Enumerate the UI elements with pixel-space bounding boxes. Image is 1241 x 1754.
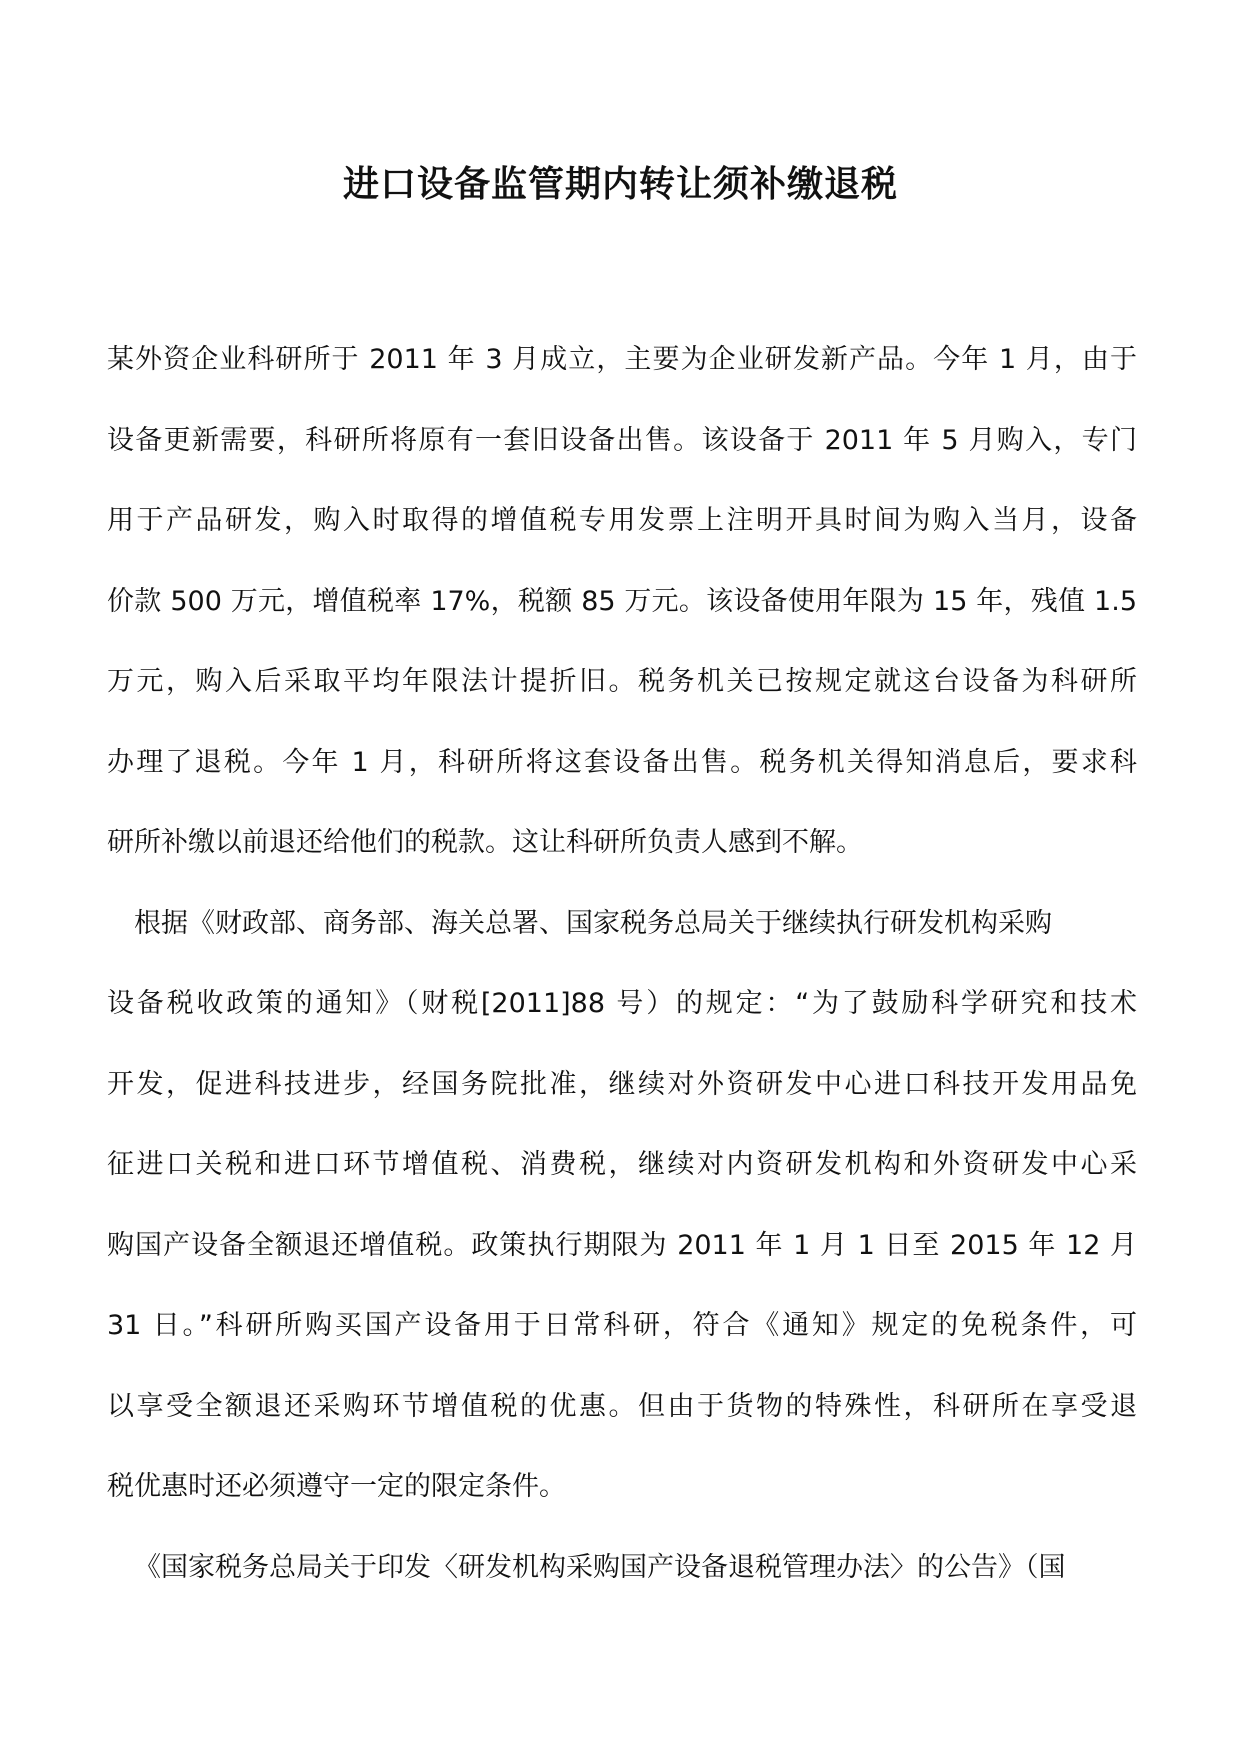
text-line: 设备税收政策的通知》（财税[2011]88 号）的规定：“为了鼓励科学研究和技术 — [107, 988, 1137, 1019]
text-line: 用于产品研发，购入时取得的增值税专用发票上注明开具时间为购入当月，设备 — [107, 505, 1137, 536]
document-title: 进口设备监管期内转让须补缴退税 — [342, 163, 898, 205]
text-line: 根据《财政部、商务部、海关总署、国家税务总局关于继续执行研发机构采购 — [134, 907, 1052, 939]
text-line: 万元，购入后采取平均年限法计提折旧。税务机关已按规定就这台设备为科研所 — [107, 666, 1137, 697]
text-line: 价款 500 万元，增值税率 17%，税额 85 万元。该设备使用年限为 15 年，残值 1.5 — [107, 585, 1137, 617]
text-line: 开发，促进科技进步，经国务院批准，继续对外资研发中心进口科技开发用品免 — [107, 1068, 1137, 1100]
text-line: 设备更新需要，科研所将原有一套旧设备出售。该设备于 2011 年 5 月购入，专门 — [107, 424, 1137, 456]
text-line: 某外资企业科研所于 2011 年 3 月成立，主要为企业研发新产品。今年 1 月，由于 — [107, 344, 1137, 375]
text-line: 以享受全额退还采购环节增值税的优惠。但由于货物的特殊性，科研所在享受退 — [107, 1390, 1137, 1422]
text-line: 31 日。”科研所购买国产设备用于日常科研，符合《通知》规定的免税条件，可 — [107, 1310, 1137, 1341]
text-line: 税优惠时还必须遵守一定的限定条件。 — [107, 1471, 566, 1502]
text-line: 《国家税务总局关于印发〈研发机构采购国产设备退税管理办法〉的公告》（国 — [134, 1551, 1066, 1583]
document-body — [107, 340, 1137, 1628]
text-line: 办理了退税。今年 1 月，科研所将这套设备出售。税务机关得知消息后，要求科 — [107, 746, 1137, 778]
text-line: 购国产设备全额退还增值税。政策执行期限为 2011 年 1 月 1 日至 2015 年 12 月 — [107, 1229, 1137, 1261]
text-line: 研所补缴以前退还给他们的税款。这让科研所负责人感到不解。 — [107, 827, 863, 858]
text-line: 征进口关税和进口环节增值税、消费税，继续对内资研发机构和外资研发中心采 — [107, 1149, 1137, 1180]
